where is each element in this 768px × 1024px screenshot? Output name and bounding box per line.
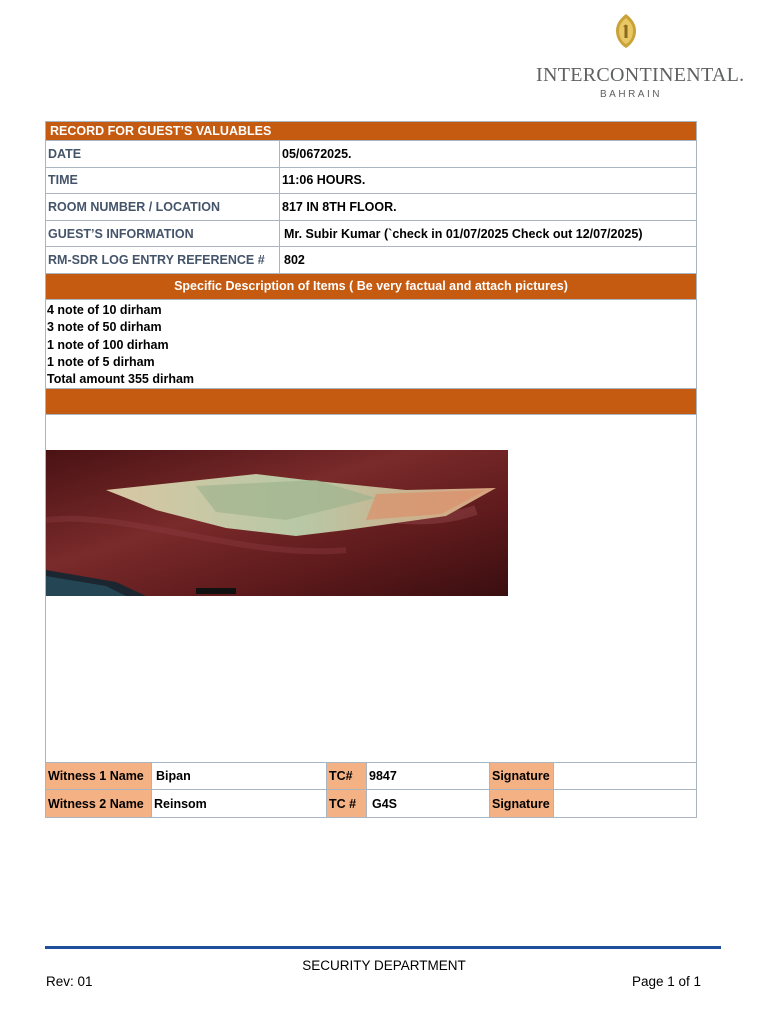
witness-1-signature-label: Signature	[490, 763, 554, 790]
banknotes-photo	[46, 450, 508, 596]
witness-row-1	[46, 762, 696, 790]
witness-1-signature[interactable]	[554, 763, 696, 790]
witness-2-tc[interactable]: G4S	[367, 790, 490, 817]
witness-2-tc-label: TC #	[327, 790, 367, 817]
list-item: 1 note of 100 dirham	[47, 337, 169, 352]
witness-1-tc-label: TC#	[327, 763, 367, 790]
brand-name: INTERCONTINENTAL.	[536, 64, 745, 86]
list-item: 3 note of 50 dirham	[47, 320, 162, 335]
items-description[interactable]	[46, 299, 696, 388]
photo-area	[46, 414, 696, 762]
date-label: DATE	[46, 141, 280, 167]
description-header: Specific Description of Items ( Be very factual and attach pictures)	[46, 273, 696, 299]
hotel-logo	[536, 14, 745, 100]
footer-page-number: Page 1 of 1	[631, 974, 701, 989]
list-item: Total amount 355 dirham	[47, 372, 195, 387]
form-title: RECORD FOR GUEST’S VALUABLES	[46, 122, 696, 140]
section-divider	[46, 388, 696, 414]
witness-row-2	[46, 789, 696, 817]
log-ref-label: RM-SDR LOG ENTRY REFERENCE #	[46, 247, 280, 273]
brand-location: BAHRAIN	[600, 89, 662, 100]
room-value[interactable]: 817 IN 8TH FLOOR.	[282, 199, 397, 214]
list-item: 1 note of 5 dirham	[47, 354, 155, 369]
log-ref-value[interactable]: 802	[284, 253, 305, 268]
guest-value[interactable]: Mr. Subir Kumar (`check in 01/07/2025 Check out 12/07/2025)	[284, 226, 643, 241]
witness-2-signature-label: Signature	[490, 790, 554, 817]
witness-2-label: Witness 2 Name	[46, 790, 152, 817]
witness-2-name[interactable]: Reinsom	[152, 790, 327, 817]
field-row-date	[46, 140, 696, 167]
witness-1-name[interactable]: Bipan	[152, 763, 327, 790]
time-value[interactable]: 11:06 HOURS.	[282, 173, 366, 188]
footer-revision: Rev: 01	[46, 974, 93, 989]
date-value[interactable]: 05/0672025.	[282, 146, 352, 161]
items-list	[46, 300, 195, 388]
hotel-crest-icon	[614, 14, 638, 48]
field-row-guest	[46, 220, 696, 247]
list-item: 4 note of 10 dirham	[47, 302, 162, 317]
field-row-time	[46, 167, 696, 194]
valuables-record-form	[45, 121, 697, 818]
field-row-room	[46, 193, 696, 220]
footer-department: SECURITY DEPARTMENT	[302, 958, 466, 973]
guest-label: GUEST’S INFORMATION	[46, 221, 280, 247]
witness-1-label: Witness 1 Name	[46, 763, 152, 790]
witness-1-tc[interactable]: 9847	[367, 763, 490, 790]
field-row-log-ref	[46, 246, 696, 273]
time-label: TIME	[46, 168, 280, 194]
footer-divider	[45, 946, 721, 949]
room-label: ROOM NUMBER / LOCATION	[46, 194, 280, 220]
witness-2-signature[interactable]	[554, 790, 696, 817]
